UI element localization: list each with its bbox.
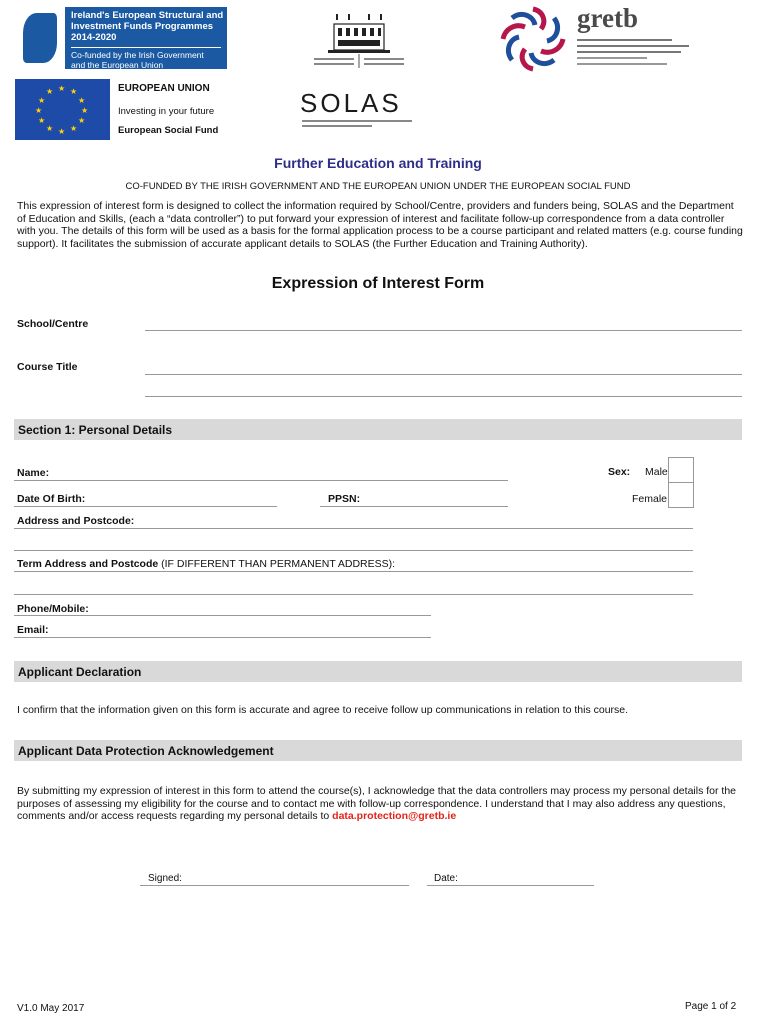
data-protection-text-block bbox=[17, 785, 737, 823]
harp-icon bbox=[15, 7, 65, 69]
name-field[interactable] bbox=[14, 480, 508, 481]
gretb-wordmark: gretb bbox=[577, 3, 638, 33]
dob-label: Date Of Birth: bbox=[17, 493, 86, 505]
signed-label: Signed: bbox=[148, 873, 182, 884]
ireland-logo-line1: Ireland's European Structural and bbox=[71, 10, 224, 21]
ireland-logo-text bbox=[71, 10, 223, 43]
term-address-label: Term Address and Postcode bbox=[17, 558, 159, 570]
address-field[interactable] bbox=[14, 528, 693, 529]
section1-header bbox=[14, 419, 742, 440]
eu-esf-logo bbox=[15, 79, 230, 140]
term-address-field[interactable] bbox=[14, 571, 693, 572]
solas-wordmark: SOLAS bbox=[300, 88, 402, 118]
date-label: Date: bbox=[434, 873, 458, 884]
signature-field[interactable] bbox=[140, 885, 409, 886]
gretb-logo bbox=[495, 3, 695, 75]
page-title: Further Education and Training bbox=[274, 155, 482, 171]
ppsn-field[interactable] bbox=[320, 506, 508, 507]
page-subtitle: CO-FUNDED BY THE IRISH GOVERNMENT AND THE EUROPEAN UNION UNDER THE EUROPEAN SOCIAL FUND bbox=[125, 181, 631, 192]
data-protection-email-link[interactable]: data.protection@gretb.ie bbox=[332, 810, 457, 822]
solas-logo bbox=[292, 82, 427, 138]
address-label: Address and Postcode: bbox=[17, 515, 135, 527]
ireland-logo-line3: 2014-2020 bbox=[71, 32, 117, 43]
eu-logo-line2: Investing in your future bbox=[118, 106, 215, 117]
declaration-heading: Applicant Declaration bbox=[18, 665, 142, 679]
school-centre-label: School/Centre bbox=[17, 318, 89, 330]
address-field-line2[interactable] bbox=[14, 550, 693, 551]
declaration-text: I confirm that the information given on this form is accurate and agree to receive follow up communications in relation to this course. bbox=[17, 704, 629, 716]
name-label: Name: bbox=[17, 467, 50, 479]
version-text: V1.0 May 2017 bbox=[17, 1003, 85, 1014]
date-field[interactable] bbox=[427, 885, 594, 886]
ireland-logo-line2: Investment Funds Programmes bbox=[71, 21, 214, 32]
ireland-esif-logo bbox=[15, 7, 227, 69]
data-protection-heading: Applicant Data Protection Acknowledgement bbox=[18, 744, 274, 758]
ireland-logo-subtext bbox=[71, 47, 221, 70]
dob-field[interactable] bbox=[14, 506, 277, 507]
eu-flag-icon: ★ ★ ★ ★ ★ ★ ★ ★ ★ ★ ★ ★ bbox=[15, 79, 110, 140]
phone-field[interactable] bbox=[14, 615, 431, 616]
ppsn-label: PPSN: bbox=[328, 493, 361, 505]
term-address-note: (IF DIFFERENT THAN PERMANENT ADDRESS): bbox=[161, 558, 396, 570]
section1-heading: Section 1: Personal Details bbox=[18, 423, 173, 437]
course-title-field-line2[interactable] bbox=[145, 396, 742, 397]
intro-paragraph: This expression of interest form is designed to collect the information required by School/Centre, providers and funders being, SOLAS and the Department of Education and Skills, (each a “data controller”) to put forward your expression of interest and facilitate follow-up correspondence from a data controller with you. The details of this form will be used as a basis for the formal application process to be a course participant and related matters (e.g. course funding support). It facilitates the submission of accurate applicant details to SOLAS (the Further Education and Training Authority). bbox=[17, 200, 743, 250]
form-title: Expression of Interest Form bbox=[271, 275, 485, 292]
male-checkbox[interactable] bbox=[668, 457, 694, 483]
eu-logo-title: EUROPEAN UNION bbox=[118, 83, 210, 94]
sex-label: Sex: bbox=[608, 466, 631, 478]
male-label: Male bbox=[645, 466, 668, 478]
data-protection-header bbox=[14, 740, 742, 761]
term-address-label-row bbox=[17, 558, 395, 571]
eu-logo-line3: European Social Fund bbox=[118, 125, 219, 136]
email-field[interactable] bbox=[14, 637, 431, 638]
phone-label: Phone/Mobile: bbox=[17, 603, 89, 615]
ireland-logo-line4: Co-funded by the Irish Government bbox=[71, 50, 204, 60]
department-education-logo bbox=[306, 10, 412, 72]
course-title-label: Course Title bbox=[17, 361, 78, 373]
data-protection-text: By submitting my expression of interest in this form to attend the course(s), I acknowledge that the data controllers may process my personal details for the purposes of assessing my eligibility for the course and to contact me with follow-up correspondence. I understand that I may also address any questions, comments and/or access requests regarding my personal details to bbox=[17, 785, 737, 822]
email-label: Email: bbox=[17, 624, 49, 636]
declaration-header bbox=[14, 661, 742, 682]
school-centre-field[interactable] bbox=[145, 330, 742, 331]
term-address-field-line2[interactable] bbox=[14, 594, 693, 595]
female-label: Female bbox=[632, 493, 668, 505]
gretb-swirl-icon bbox=[495, 3, 571, 75]
page-number: Page 1 of 2 bbox=[685, 1001, 737, 1012]
female-checkbox[interactable] bbox=[668, 482, 694, 508]
course-title-field[interactable] bbox=[145, 374, 742, 375]
ireland-logo-line5: and the European Union bbox=[71, 60, 164, 70]
